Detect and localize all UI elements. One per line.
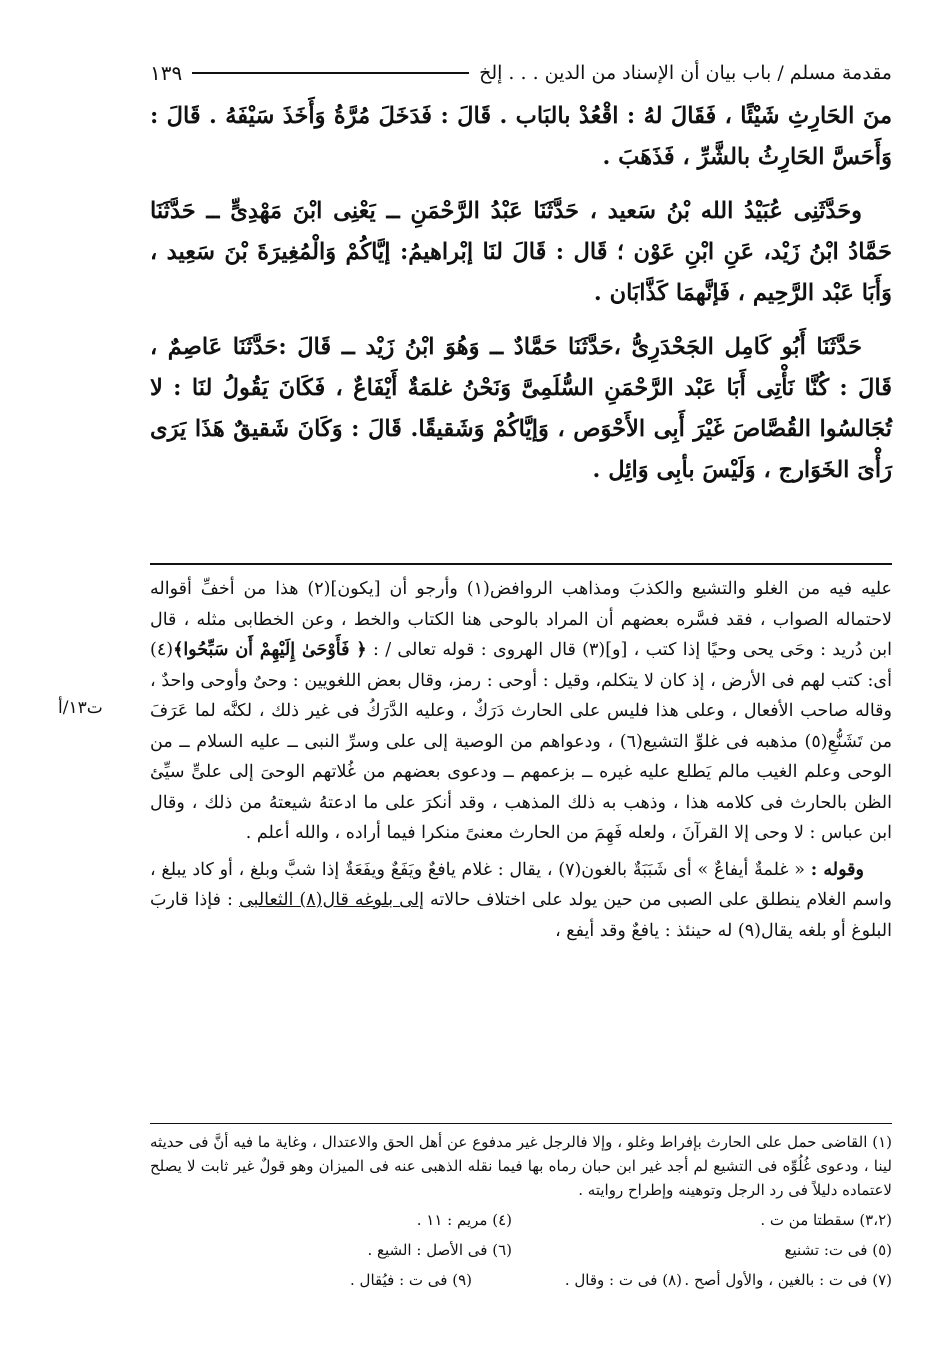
commentary <box>150 574 892 952</box>
manuscript-margin-note: ت١٣/أ <box>58 698 103 718</box>
main-text-divider <box>150 563 892 565</box>
running-header <box>150 58 892 88</box>
hadith-paragraph-1: منَ الحَارِثِ شَيْئًا ، فَقَالَ لهُ : اقْعُدْ بالبَاب . قَالَ : فَدَخَلَ مُرَّةُ وَأَخَذَ سَيْفَهُ . قَالَ : وَأَحَسَّ الحَارِثُ بالشَّرِّ ، فَذَهَبَ . <box>150 103 892 170</box>
header-rule <box>192 72 469 74</box>
footnote-1: (١) القاضى حمل على الحارث بإفراط وغلو ، وإلا فالرجل غير مدفوع عن أهل الحق والاعتدال ، وغاية ما فيه أنَّ فى حديثه لينا ، ودعوى غُلُوِّه فى التشيع لم أجد غير ابن حبان رماه بها فيما نقله الذهبى عنه فى الميزان وهو قولٌ غير ثابت لا يصلح لاعتماده دليلاً فى رد الرجل وتوهينه وإطراح روايته . <box>150 1133 892 1199</box>
hadith-paragraph-3: حَدَّثَنَا أَبُو كَامِل الجَحْدَرِىُّ ،حَدَّثَنَا حَمَّادٌ ــ وَهُوَ ابْنُ زَيْد ــ قَالَ :حَدَّثَنَا عَاصِمٌ ، قَالَ : كُنَّا نَأْتِى أَبَا عَبْد الرَّحْمَنِ السُّلَمِىَّ وَنَحْنُ غلمَةٌ أَيْفَاعٌ ، فَكَانَ يَقُولُ لنَا : لا تُجَالسُوا القُصَّاصَ غَيْرَ أَبِى الأَحْوَص ، وَإيَّاكُمْ وَشَقيقًا. قَالَ : وَكَانَ شَقيقٌ هَذَا يَرَى رَأْىَ الخَوَارج ، وَلَيْسَ بأبِى وَائِل . <box>150 334 892 483</box>
underlined-text: إلى بلوغه قال(٨) الثعالبى <box>238 890 424 910</box>
commentary-lead: وقوله : <box>810 859 864 880</box>
footnote-4: (٤) مريم : ١١ . <box>416 1211 512 1229</box>
footnote-5: (٥) فى ت: تشنيع <box>784 1241 892 1259</box>
hadith-text <box>150 96 892 504</box>
footnote-9: (٩) فى ت : فيُقال . <box>350 1271 472 1289</box>
footnote-2-3: (٣،٢) سقطتا من ت . <box>760 1211 892 1229</box>
quran-verse: ﴿ فَأَوْحَىٰ إِلَيْهِمْ أَن سَبِّحُوا﴾ <box>173 640 367 660</box>
footnote-8: (٨) فى ت : وقال . <box>564 1271 682 1289</box>
footnote-row <box>150 1208 892 1232</box>
footnotes <box>150 1130 892 1292</box>
commentary-text: عليه فيه من الغلو والتشيع والكذبَ ومذاهب الروافض(١) وأرجو أن [يكون](٢) هذا من أخفِّ أقواله لاحتماله الصواب ، فقد فسَّره بعضهم أن المراد بالوحى هنا الكتاب والخط ، وعن الخطابى مثله ، قال ابن دُريد : وحَى يحى وحيًا إذا كتب ، [و](٣) قال الهروى : قوله تعالى / : <box>150 579 892 660</box>
commentary-paragraph-1 <box>150 574 892 849</box>
footnote-6: (٦) فى الأصل : الشيع . <box>367 1241 512 1259</box>
commentary-text: « غلمةٌ أيفاعٌ » أى شَبَبَةٌ بالغون(٧) ، يقال : غلام يافعٌ ويَفَعٌ ويفَعَةٌ إذا شبَّ وبلغ ، أو كاد يبلغ ، واسم الغلام ينطلق على الصبى من حين يولد على اختلاف حالاته <box>150 859 892 910</box>
hadith-paragraph-2: وحَدَّثَنِى عُبَيْدُ الله بْنُ سَعيد ، حَدَّثَنَا عَبْدُ الرَّحْمَنِ ــ يَعْنِى ابْنَ مَهْدِىٍّ ــ حَدَّثَنَا حَمَّادُ ابْنُ زَيْد، عَنِ ابْنِ عَوْن ؛ قَال : قَالَ لنَا إبْراهيمُ: إيَّاكُمْ وَالْمُغِيرَةَ بْنَ سَعِيد ، وَأَبَا عَبْد الرَّحِيم ، فَإنَّهمَا كَذَّابَان . <box>150 198 892 306</box>
commentary-text: : فإذا قاربَ البلوغ أو بلغه يقال(٩) له حينئذ : يافعٌ وقد أيفع ، <box>150 890 892 941</box>
footnote-row <box>150 1268 892 1292</box>
page-number: ١٣٩ <box>150 61 183 85</box>
commentary-paragraph-2 <box>150 855 892 947</box>
footnote-7: (٧) فى ت : بالغين ، والأول أصح . <box>684 1271 892 1289</box>
running-title: مقدمة مسلم / باب بيان أن الإسناد من الدين . . . إلخ <box>479 62 892 84</box>
footnote-row <box>150 1238 892 1262</box>
footnote-divider <box>150 1123 892 1124</box>
commentary-text: (٤) أى: كتب لهم فى الأرض ، إذ كان لا يتكلم، وقيل : أوحى : رمز، وقال بعض اللغويين : وحىٌ وأوحى واحدٌ ، وقاله صاحب الأفعال ، وعلى هذا فليس على الحارث دَرَكٌ ، وعليه الدَّرَكُ فى غير ذلك ، لكنَّه لما عَرَفَ من تَشَنُّعِ(٥) مذهبه فى غلوِّ التشيع(٦) ، ودعواهم من الوصية إلى على وسرِّ النبى ــ عليه السلام ــ من الوحى وعلم الغيب مالم يَطلع عليه غيره ــ بزعمهم ــ ودعوى بعضهم من غُلاتهم الوحىَ إلى علىٍّ سيِّئ الظن بالحارث فى كلامه هذا ، وذهب به ذلك المذهب ، وقد أنكرَ على ما ادعتهُ شيعتهُ من ذلك ، وقال ابن عباس : لا وحى إلا القرآنَ ، ولعله فَهِمَ من الحارث معنىً منكرا فيما أراده ، والله أعلم . <box>150 640 892 843</box>
